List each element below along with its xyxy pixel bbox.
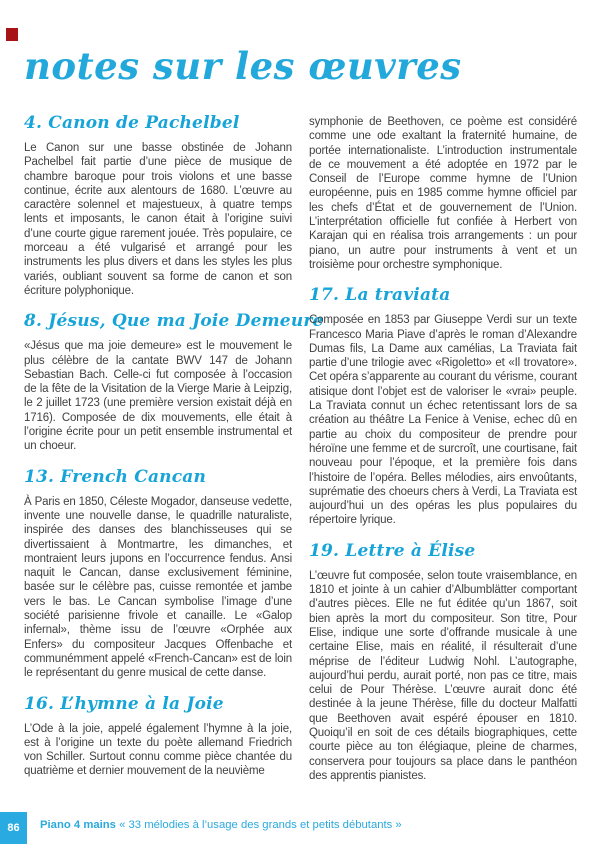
section-la-traviata: [309, 285, 577, 527]
footer-text: [40, 818, 402, 832]
section-body: À Paris en 1850, Céleste Mogador, danseuse vedette, invente une nouvelle danse, le quadrille naturaliste, inspirée des danses des blanchisseuses qui se divertissaient à Montmartre, les dimanches, et montraient leurs jupons en l’occurrence fendus. Ansi naquit le Cancan, danse exclusivement féminine, basée sur le célèbre pas, cuisse remontée et jambe vers le bas. Le Cancan symbolise l’image d’une société parisienne frivole et canaille. Le «Galop infernal», thème issu de l’œuvre «Orphée aux Enfers» du compositeur Jacques Offenbache et communémment appelé «French-Cancan» est de loin le représentant du genre musical de cette danse.: [24, 495, 292, 680]
section-heading: 13. French Cancan: [24, 466, 207, 487]
section-body: L’Ode à la joie, appelé également l’hymne à la joie, est à l’origine un texte du poète allemand Friedrich von Schiller. Surtout connu comme pièce chantée du quatrième et dernier mouvement de la neuvième: [24, 722, 292, 778]
left-column: [24, 108, 324, 792]
section-heading: 4. Canon de Pachelbel: [24, 113, 240, 133]
section-canon-de-pachelbel: [24, 113, 292, 298]
section-heading: 16. L’hymne à la Joie: [24, 693, 224, 714]
section-body: Composée en 1853 par Giuseppe Verdi sur un texte Francesco Maria Piave d’après le roman d’Alexandre Dumas fils, La Dame aux camélias, La Traviata fait partie d’une trilogie avec «Rigoletto» et «Il trovatore». Cet opéra s’apparente au courant du vérisme, courant atisique dont l’objet est de valoriser le «vrai» peuple. La Traviata connut un échec retentissant lors de sa création au théâtre La Fenice à Venise, echec dû en partie au choix du compositeur de prendre pour héroïne une femme et de surcroît, une courtisane, fait nouveau pour l’époque, et la première fois dans l’histoire de l’opéra. Belles mélodies, airs envoûtants, suprématie des choeurs chers à Verdi, La Traviata est aujourd’hui un des opéras les plus populaires du répertoire lyrique.: [309, 314, 577, 527]
footer-book-subtitle: « 33 mélodies à l’usage des grands et petits débutants »: [115, 819, 402, 831]
text-columns: [24, 108, 577, 792]
section-jesus-que-ma-joie-demeure: [24, 311, 324, 453]
page-number: 86: [7, 822, 20, 834]
section-heading: 19. Lettre à Élise: [309, 540, 476, 561]
section-lettre-a-elise: [309, 541, 577, 783]
section-heading: 17. La traviata: [309, 285, 451, 306]
section-body: L’œuvre fut composée, selon toute vraisemblance, en 1810 et jointe à un cahier d’Albumblätter comportant d’autres pièces. Elle ne fut éditée qu’un 1867, soit bien après la mort du compositeur. Son titre, Pour Elise, indique une sorte d’offrande musicale à une certaine Elise, mais en réalité, il résulterait d’une méprise de l’éditeur Ludwig Nohl. L’autographe, aujourd’hui perdu, aurait porté, non pas ce titre, mais celui de Pour Thérèse. L’œuvre aurait donc été destinée à la jeune Thérèse, fille du docteur Malfatti que Beethoven avait espéré épouser en 1810. Quoiqu’il en soit de ces détails biographiques, cette courte pièce au ton élégiaque, pleine de charmes, conservera pour toujours sa place dans le panthéon des apprentis pianistes.: [309, 569, 577, 782]
section-french-cancan: [24, 467, 292, 681]
section-body: symphonie de Beethoven, ce poème est considéré comme une ode exaltant la fraternité humaine, de portée internationaliste. L’introduction instrumentale de ce mouvement a été adoptée en 1972 par le Conseil de l’Europe comme hymne de l’Union européenne, puis en 1985 comme hymne officiel par les chefs d’État et de gouvernement de l’Union. L’interprétation officielle fut confiée à Herbert von Karajan qui en réalisa trois arrangements : un pour piano, un autre pour instruments à vent et un troisième pour orchestre symphonique.: [309, 116, 577, 271]
section-body: «Jésus que ma joie demeure» est le mouvement le plus célèbre de la cantate BWV 147 de Johann Sebastian Bach. Celle-ci fut composée à l’occasion de la fête de la Visitation de la Vierge Marie à Leipzig, le 2 juillet 1723 (une première version existait déjà en 1716). Composée de dix mouvements, elle était à l’origine écrite pour un petit ensemble instrumental et un choeur.: [24, 340, 292, 453]
corner-mark: [6, 28, 18, 41]
section-hymne-a-la-joie-continuation: [309, 115, 577, 272]
footer-book-title: Piano 4 mains: [40, 819, 116, 831]
page-title: notes sur les œuvres: [24, 44, 462, 88]
section-hymne-a-la-joie: [24, 694, 292, 779]
section-heading: 8. Jésus, Que ma Joie Demeure: [24, 311, 324, 332]
section-body: Le Canon sur une basse obstinée de Johann Pachelbel fait partie d’une pièce de musique de chambre baroque pour trois violons et une basse continue, écrite aux alentours de 1680. L’œuvre au caractère solennel et majestueux, à quatre temps lents et imposants, le canon était à l’origine suivi d’une courte gigue rarement jouée. Très populaire, ce morceau a été vulgarisé et arrangé pour les instruments les plus divers et dans les styles les plus variés, oubliant souvent sa forme de canon et son écriture polyphonique.: [24, 142, 292, 297]
right-column: [309, 108, 577, 792]
page-number-badge: [0, 812, 27, 844]
